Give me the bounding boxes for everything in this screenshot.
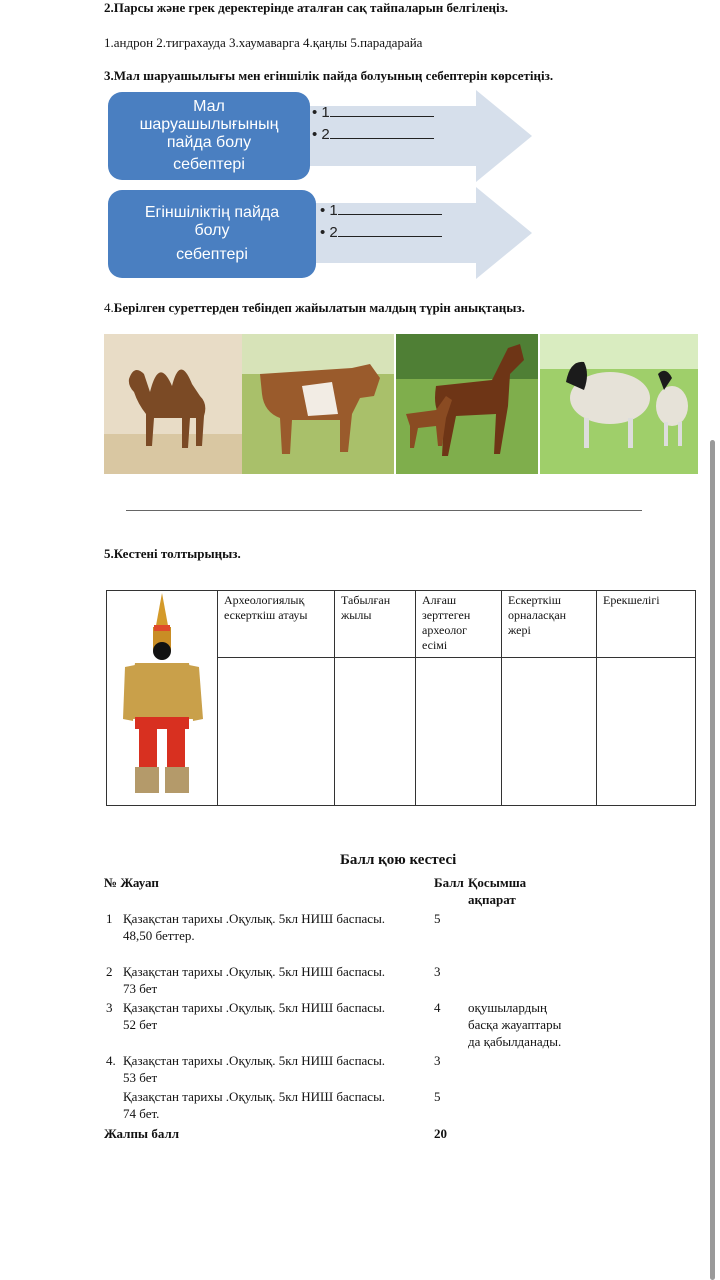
q2-options: 1.андрон 2.тиграхауда 3.хаумаварга 4.қаңлы 5.парадарайа	[104, 35, 423, 50]
row-answer: Қазақстан тарихы .Оқулық. 5кл НИШ баспасы. 53 бет	[123, 1053, 386, 1085]
box1-line1: Мал	[193, 98, 225, 115]
answer-line	[126, 510, 642, 511]
q2-title: 2.Парсы және грек деректерінде аталған сақ тайпаларын белгілеңіз.	[104, 0, 509, 15]
row-score: 5	[434, 911, 441, 926]
answer-cell[interactable]	[502, 658, 597, 806]
camel-image	[104, 334, 242, 474]
answer-cell[interactable]	[218, 658, 335, 806]
bullet-1a: • 1	[312, 104, 434, 121]
row-no: 3	[106, 1000, 113, 1015]
box1-line4: себептері	[173, 156, 245, 173]
row-score: 3	[434, 1053, 441, 1068]
row-no: 4.	[106, 1053, 116, 1068]
row-no: 1	[106, 911, 113, 926]
row-no: 2	[106, 964, 113, 979]
box2-line2: болу	[194, 222, 230, 239]
header-location: Ескерткіш орналасқан жері	[502, 591, 597, 658]
answer-cell[interactable]	[416, 658, 502, 806]
bullet-1b: • 1	[320, 202, 442, 219]
scoring-header-extra: Қосымша ақпарат	[468, 875, 527, 907]
box2-line1: Егіншіліктің пайда	[144, 204, 280, 221]
fill-table	[106, 590, 696, 806]
row-answer: Қазақстан тарихы .Оқулық. 5кл НИШ баспасы. 48,50 беттер.	[123, 911, 386, 943]
q3-title: 3.Мал шаруашылығы мен егіншілік пайда болуының себептерін көрсетіңіз.	[104, 68, 554, 83]
header-year-found: Табылған жылы	[335, 591, 416, 658]
q4-title: 4.Берілген суреттерден тебіндеп жайылатын малдың түрін анықтаңыз.	[104, 300, 525, 315]
answer-cell[interactable]	[335, 658, 416, 806]
header-monument-name: Археологиялық ескерткіш атауы	[218, 591, 335, 658]
farming-reasons-box	[108, 190, 316, 278]
horse-image	[396, 334, 538, 474]
box2-line3: себептері	[176, 246, 248, 263]
box1-line3: пайда болу	[166, 134, 252, 151]
row-score: 5	[434, 1089, 441, 1104]
total-label: Жалпы балл	[104, 1126, 180, 1141]
row-extra: оқушылардың басқа жауаптары да қабылданады.	[468, 1000, 562, 1049]
row-answer: Қазақстан тарихы .Оқулық. 5кл НИШ баспасы. 52 бет	[123, 1000, 386, 1032]
scoring-title: Балл қою кестесі	[340, 852, 457, 868]
total-value: 20	[434, 1126, 447, 1141]
row-score: 3	[434, 964, 441, 979]
box1-line2: шаруашылығының	[139, 116, 279, 133]
bullet-2b: • 2	[320, 224, 442, 241]
scrollbar[interactable]	[710, 440, 715, 1280]
sheep-image	[540, 334, 698, 474]
q5-title: 5.Кестені толтырыңыз.	[104, 546, 241, 561]
row-score: 4	[434, 1000, 441, 1015]
golden-warrior-cell	[107, 591, 218, 806]
row-answer: Қазақстан тарихы .Оқулық. 5кл НИШ баспасы. 74 бет.	[123, 1089, 386, 1121]
scoring-header-score: Балл	[434, 875, 464, 890]
golden-warrior-image	[107, 591, 217, 801]
cow-image	[242, 334, 394, 474]
scoring-header-no: № Жауап	[104, 875, 159, 890]
answer-cell[interactable]	[597, 658, 696, 806]
bullet-2a: • 2	[312, 126, 434, 143]
header-feature: Ерекшелігі	[597, 591, 696, 658]
row-answer: Қазақстан тарихы .Оқулық. 5кл НИШ баспасы. 73 бет	[123, 964, 386, 996]
header-archaeologist: Алғаш зерттеген археолог есімі	[416, 591, 502, 658]
livestock-reasons-box	[108, 92, 310, 180]
